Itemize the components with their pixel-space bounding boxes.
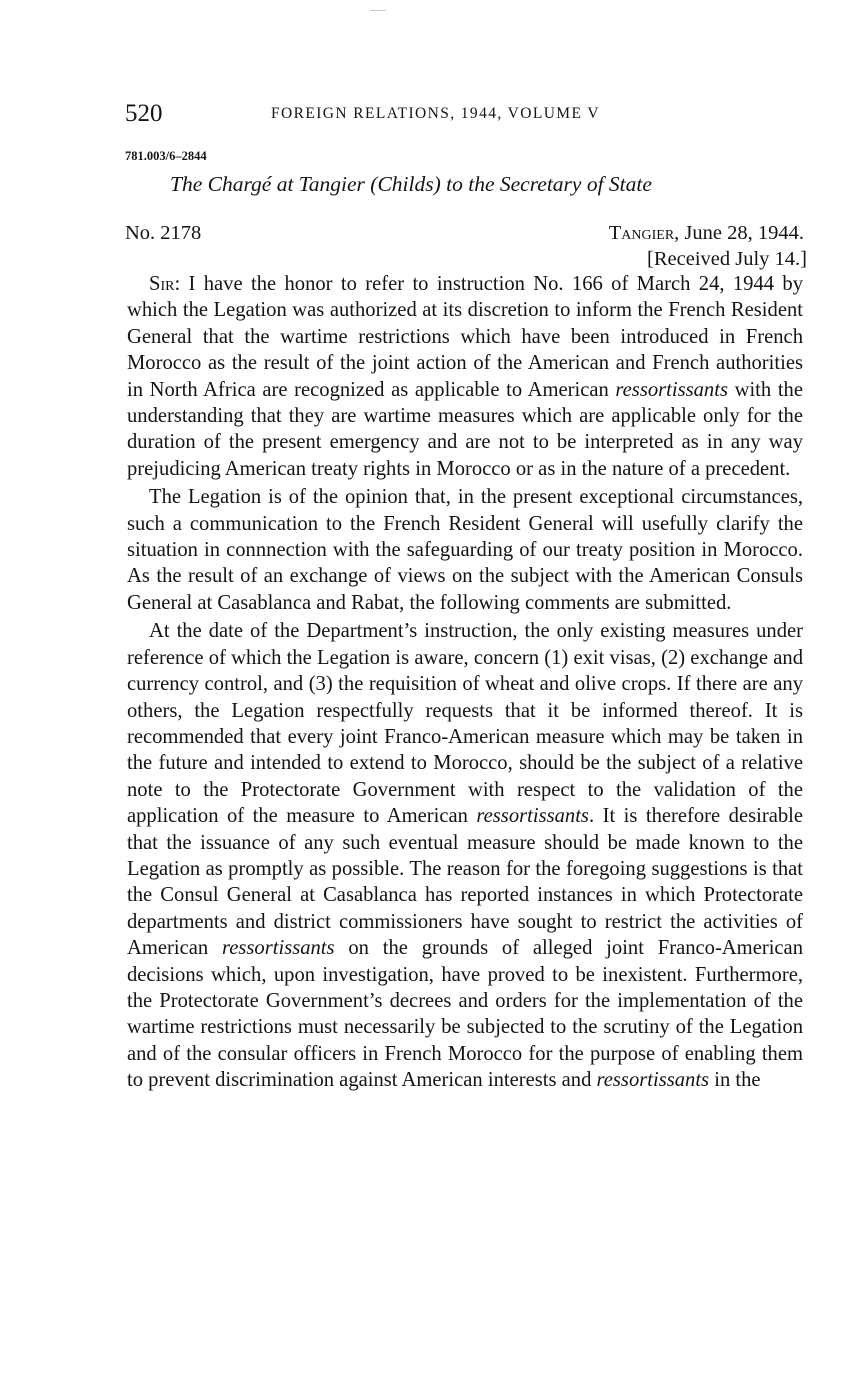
paragraph-3-text-c: on the grounds of alleged joint Franco-American decisions which, upon investigation, have proved to be inexistent. Furthermore, the Protectorate Government’s decrees and orders for the implementation of the wartime restrictions must necessarily be subjected to the scrutiny of the Legation and of the consular officers in French Morocco for the purpose of enabling them to prevent discrimination against American interests and <box>127 937 803 1092</box>
paragraph-3-text-b: . It is therefore desirable that the issuance of any such eventual measure should be made known to the Legation as promptly as possible. The reason for the foregoing suggestions is that the Consul General at Casablanca has reported instances in which Protectorate departments and district commissioners have sought to restrict the activities of American <box>127 805 803 960</box>
paragraph-3 <box>127 618 803 1093</box>
italic-term: ressortissants <box>222 937 335 960</box>
paragraph-1-text-b: with the understanding that they are wartime measures which are applicable only for the duration of the present emergency and are not to be interpreted as in any way prejudicing American treaty rights in Morocco or as in the nature of a precedent. <box>127 378 803 480</box>
salutation: Sir <box>149 273 175 295</box>
document-title: The Chargé at Tangier (Childs) to the Secretary of State <box>170 172 652 196</box>
received-date: [Received July 14.] <box>647 248 807 270</box>
page-number: 520 <box>125 100 163 127</box>
scan-mark <box>370 10 386 11</box>
page-header <box>125 98 805 132</box>
paragraph-3-text-d: in the <box>709 1069 761 1092</box>
running-head: FOREIGN RELATIONS, 1944, VOLUME V <box>271 105 600 122</box>
dateline <box>609 219 804 247</box>
paragraph-1 <box>127 271 803 482</box>
italic-term: ressortissants <box>476 805 589 828</box>
letter-body <box>127 271 803 1096</box>
file-number: 781.003/6–2844 <box>125 149 207 163</box>
document-number: No. 2178 <box>125 222 202 244</box>
italic-term: ressortissants <box>596 1069 710 1092</box>
dateline-date: , June 28, 1944. <box>674 222 804 244</box>
paragraph-2: The Legation is of the opinion that, in the present exceptional circumstances, such a communication to the French Resident General will usefully clarify the situation in connnection with the safeguarding of our treaty position in Morocco. As the result of an exchange of views on the subject with the American Consuls General at Casablanca and Rabat, the following comments are submitted. <box>127 486 803 614</box>
paragraph-3-text-a: At the date of the Department’s instruction, the only existing measures under reference of which the Legation is aware, concern (1) exit visas, (2) exchange and currency control, and (3) the requisition of wheat and olive crops. If there are any others, the Legation respectfully requests that it be informed thereof. It is recommended that every joint Franco-American measure which may be taken in the future and intended to extend to Morocco, should be the subject of a relative note to the Protectorate Government with respect to the validation of the application of the measure to American <box>127 620 803 828</box>
paragraph-1-text-a: : I have the honor to refer to instruction No. 166 of March 24, 1944 by which the Legation was authorized at its discretion to inform the French Resident General that the wartime restrictions which have been introduced in French Morocco as the result of the joint action of the American and French authorities in North Africa are recognized as applicable to American <box>127 273 803 401</box>
italic-term: ressortissants <box>615 378 728 401</box>
dateline-place: Tangier <box>608 222 675 244</box>
